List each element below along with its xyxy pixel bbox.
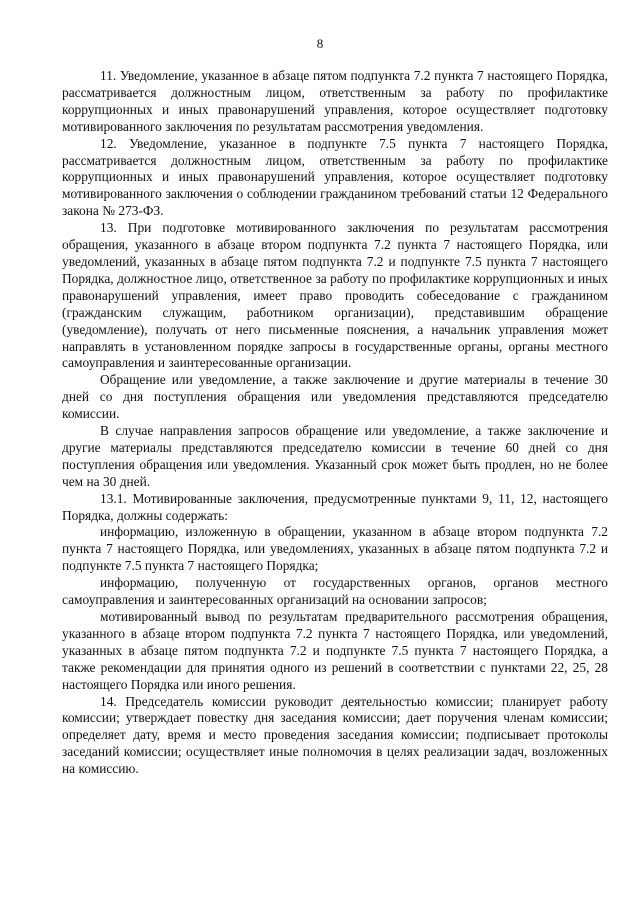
paragraph-13-deadline-30: Обращение или уведомление, а также заключение и другие материалы в течение 30 дней со дня поступления обращения или уведомления представляются председателю комиссии.	[62, 372, 608, 422]
paragraph-13-1-item-2: информацию, полученную от государственных органов, органов местного самоуправления и заинтересованных организаций на основании запросов;	[62, 575, 608, 608]
document-body	[62, 68, 608, 778]
page-number: 8	[316, 36, 324, 51]
paragraph-13-1-item-3: мотивированный вывод по результатам предварительного рассмотрения обращения, указанного в абзаце втором подпункта 7.2 пункта 7 настоящего Порядка, или уведомлений, указанных в абзаце пятом подпункта 7.2 и подпункте 7.5 пункта 7 настоящего Порядка, а также рекомендации для принятия одного из решений в соответствии с пунктами 22, 25, 28 настоящего Порядка или иного решения.	[62, 609, 608, 692]
paragraph-11: 11. Уведомление, указанное в абзаце пятом подпункта 7.2 пункта 7 настоящего Порядка, рассматривается должностным лицом, ответственным за работу по профилактике коррупционных и иных правонарушений управления, которое осуществляет подготовку мотивированного заключения по результатам рассмотрения уведомления.	[62, 68, 608, 134]
paragraph-13-1: 13.1. Мотивированные заключения, предусмотренные пунктами 9, 11, 12, настоящего Порядка, должны содержать:	[62, 490, 608, 523]
paragraph-13: 13. При подготовке мотивированного заключения по результатам рассмотрения обращения, указанного в абзаце втором подпункта 7.2 пункта 7 настоящего Порядка, или уведомлений, указанных в абзаце пятом подпункта 7.2 и подпункте 7.5 пункта 7 настоящего Порядка, должностное лицо, ответственное за работу по профилактике коррупционных и иных правонарушений управления, имеет право проводить собеседование с гражданином (гражданским служащим, работником организации), представившим обращение (уведомление), получать от него письменные пояснения, а начальник управления может направлять в установленном порядке запросы в государственные органы, органы местного самоуправления и заинтересованные организации.	[62, 220, 608, 371]
paragraph-13-deadline-60: В случае направления запросов обращение или уведомление, а также заключение и другие материалы представляются председателю комиссии в течение 60 дней со дня поступления обращения или уведомления. Указанный срок может быть продлен, но не более чем на 30 дней.	[62, 423, 608, 489]
paragraph-14: 14. Председатель комиссии руководит деятельностью комиссии; планирует работу комиссии; утверждает повестку дня заседания комиссии; дает поручения членам комиссии; определяет дату, время и место проведения заседания комиссии; подписывает протоколы заседаний комиссии; осуществляет иные полномочия в целях реализации задач, возложенных на комиссию.	[62, 693, 608, 777]
paragraph-13-1-item-1: информацию, изложенную в обращении, указанном в абзаце втором подпункта 7.2 пункта 7 настоящего Порядка, или уведомлениях, указанных в абзаце пятом подпункта 7.2 и подпункте 7.5 пункта 7 настоящего Порядка;	[62, 524, 608, 574]
paragraph-12: 12. Уведомление, указанное в подпункте 7.5 пункта 7 настоящего Порядка, рассматривается должностным лицом, ответственным за работу по профилактике коррупционных и иных правонарушений управления, которое осуществляет подготовку мотивированного заключения о соблюдении гражданином требований статьи 12 Федерального закона № 273-ФЗ.	[62, 135, 608, 219]
